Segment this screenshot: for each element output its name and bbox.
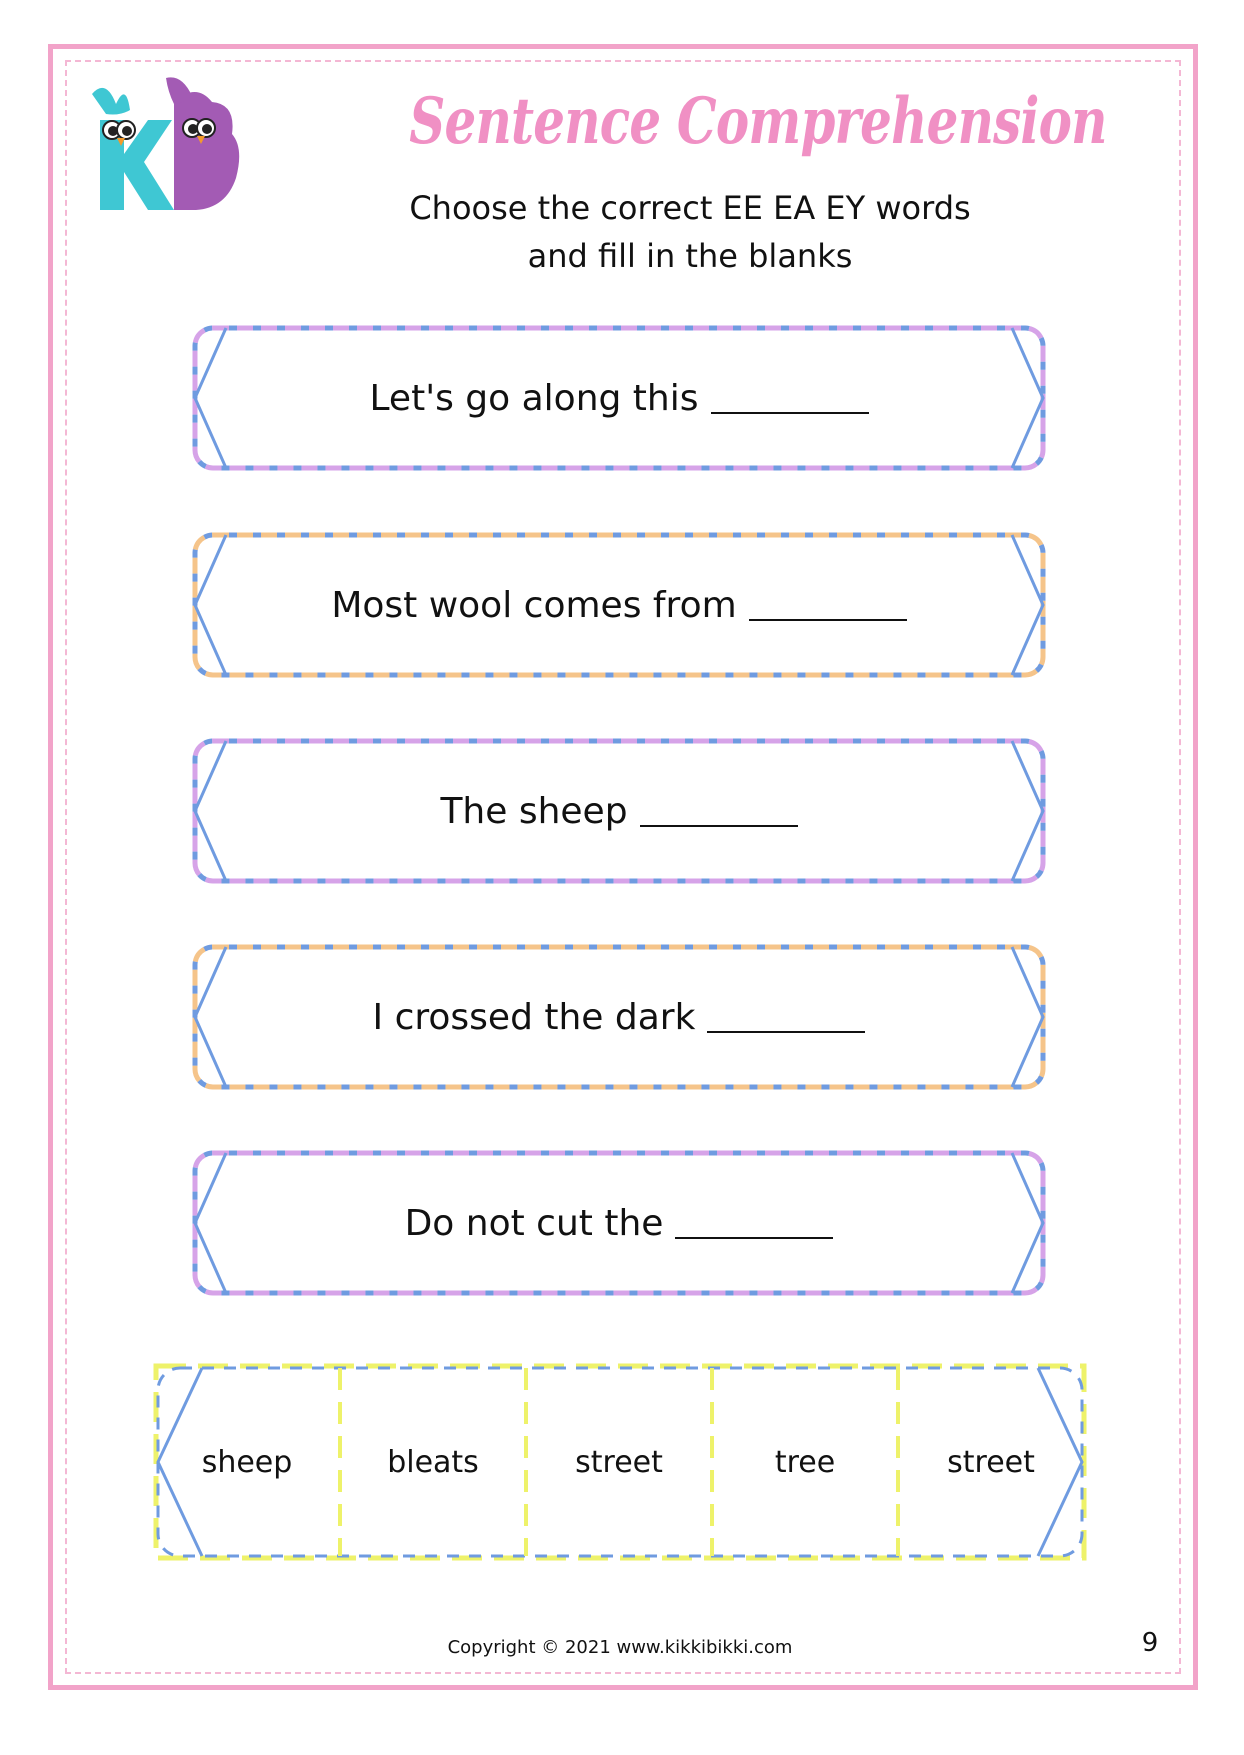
answer-blank[interactable] xyxy=(707,1001,865,1033)
word-bank-item[interactable]: street xyxy=(947,1444,1035,1480)
answer-blank[interactable] xyxy=(749,589,907,621)
answer-blank[interactable] xyxy=(640,795,798,827)
sentence-card-5 xyxy=(192,1150,1046,1296)
sentence-card-1 xyxy=(192,325,1046,471)
word-bank-item[interactable]: sheep xyxy=(201,1444,293,1480)
sentence-card-2 xyxy=(192,532,1046,678)
sentence-text: Most wool comes from xyxy=(331,584,737,626)
answer-blank[interactable] xyxy=(675,1207,833,1239)
instruction-line-1: Choose the correct EE EA EY words xyxy=(409,189,971,227)
sentence-card-4 xyxy=(192,944,1046,1090)
sentence-text: Do not cut the xyxy=(404,1202,664,1244)
sentence-text: I crossed the dark xyxy=(372,996,696,1038)
sentence-text: Let's go along this xyxy=(369,377,699,419)
word-bank-item[interactable]: street xyxy=(575,1444,663,1480)
k-letter-icon xyxy=(92,88,174,210)
sentence-text: The sheep xyxy=(440,790,628,832)
word-bank-item[interactable]: bleats xyxy=(387,1444,479,1480)
word-bank-item[interactable]: tree xyxy=(774,1444,836,1480)
copyright: Copyright © 2021 www.kikkibikki.com xyxy=(447,1637,793,1658)
page-number: 9 xyxy=(1141,1628,1159,1658)
b-letter-icon xyxy=(166,77,239,210)
word-bank xyxy=(154,1364,1086,1560)
answer-blank[interactable] xyxy=(711,382,869,414)
sentence-card-3 xyxy=(192,738,1046,884)
page-title: Sentence Comprehension xyxy=(409,84,1107,159)
kb-logo xyxy=(86,74,246,214)
instruction-line-2: and fill in the blanks xyxy=(527,237,853,275)
instructions xyxy=(330,184,1050,280)
